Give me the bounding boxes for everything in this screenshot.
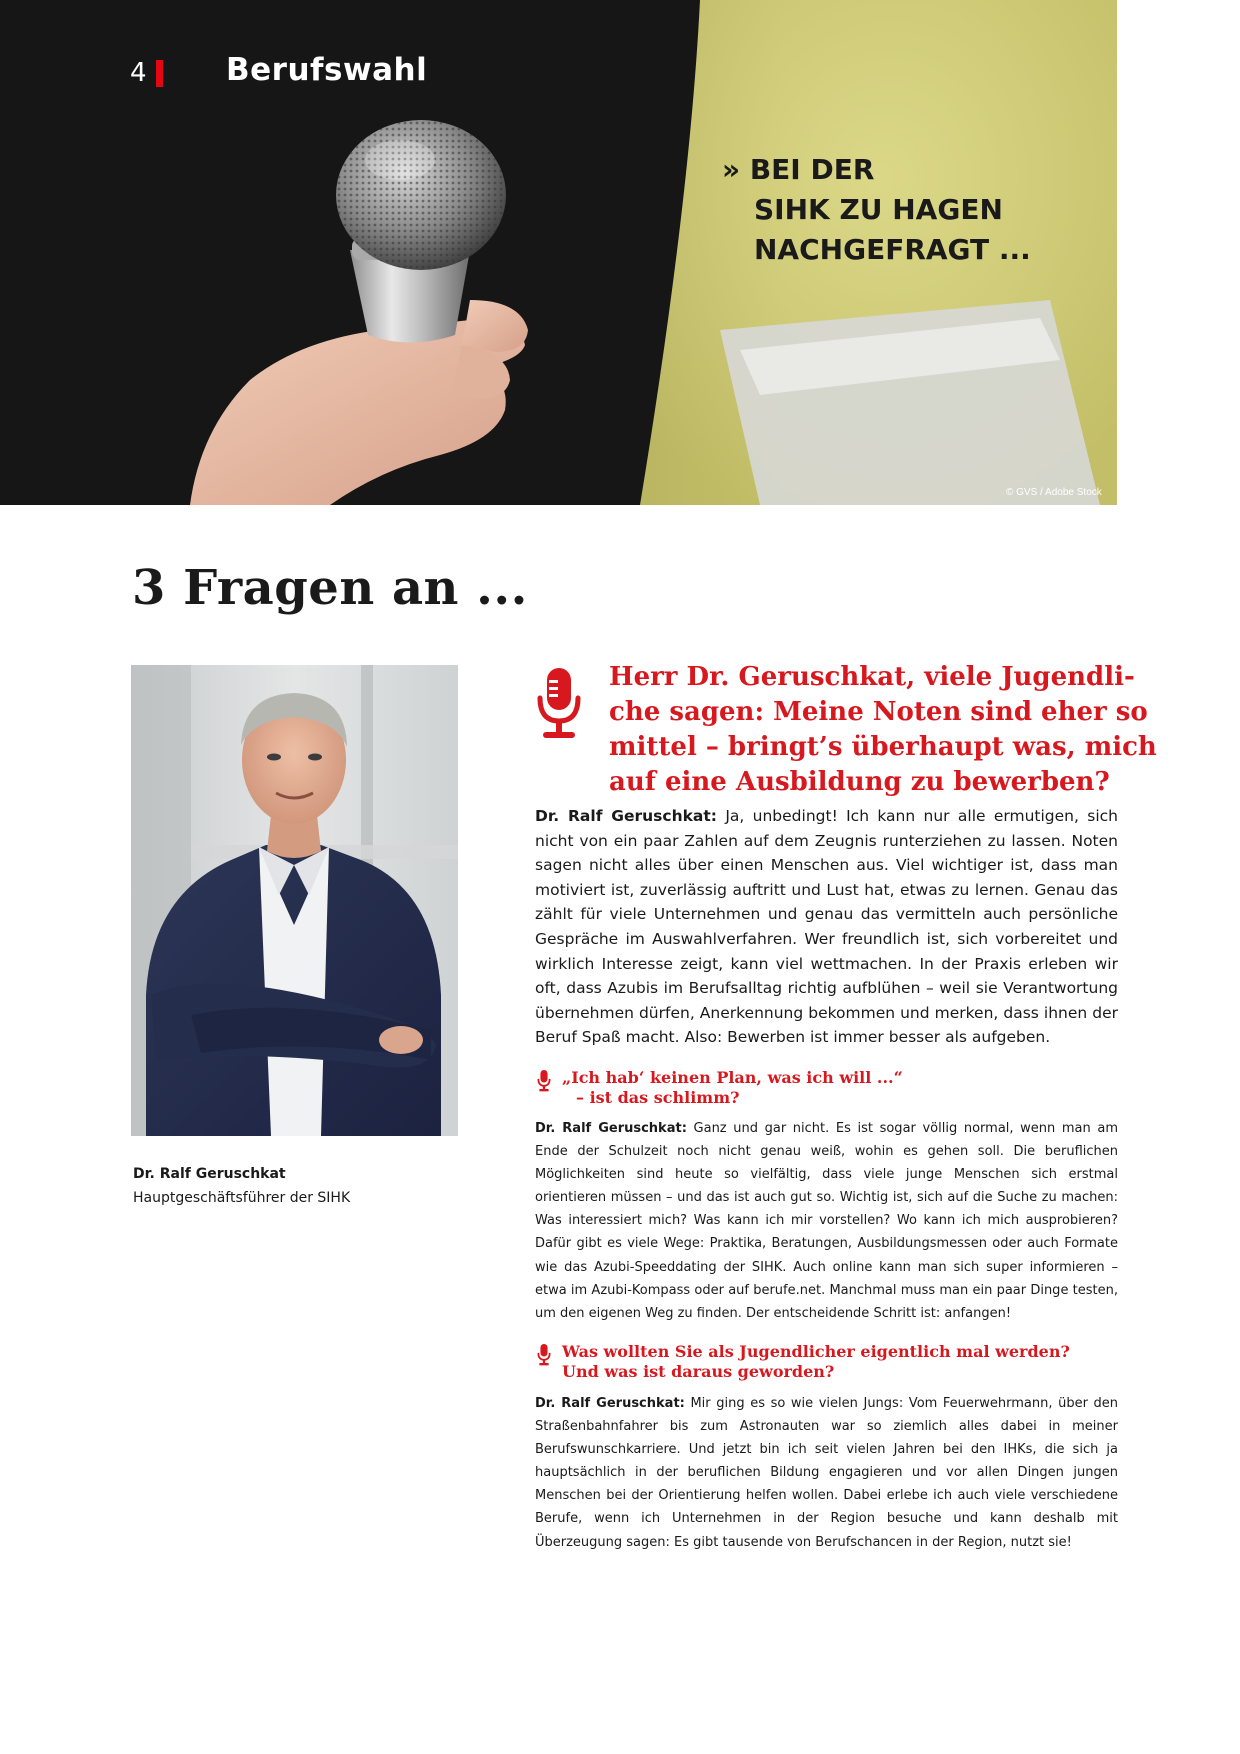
question-line: che sagen: Meine Noten sind eher so	[609, 697, 1148, 727]
question-line: Und was ist daraus geworden?	[562, 1362, 835, 1381]
answer-speaker: Dr. Ralf Geruschkat:	[535, 1121, 687, 1136]
question-line: „Ich hab‘ keinen Plan, was ich will ...“	[562, 1068, 903, 1087]
answer-text: Ja, unbedingt! Ich kann nur alle ermutigen, sich nicht von ein paar Zahlen auf dem Zeugnis runterziehen zu lassen. Noten sagen nicht alles über einen Menschen aus. Viel wichtiger ist, dass man motiviert ist, zuverlässig auftritt und Lust hat, etwas zu lernen. Genau das zählt für viele Unternehmen und genau das vermitteln auch persönliche Gespräche im Auswahlverfahren. Wer freundlich ist, sich vorbereitet und wirklich Interesse zeigt, kann viel wettmachen. In der Praxis erleben wir oft, dass Azubis im Berufsalltag richtig aufblühen – weil sie Verantwortung übernehmen dürfen, Anerkennung bekommen und merken, dass ihnen der Beruf Spaß macht. Also: Bewerben ist immer besser als aufgeben.	[535, 807, 1118, 1047]
portrait-role: Hauptgeschäftsführer der SIHK	[133, 1190, 351, 1206]
answer-2	[535, 1117, 1118, 1325]
portrait-name: Dr. Ralf Geruschkat	[133, 1166, 286, 1182]
answer-speaker: Dr. Ralf Geruschkat:	[535, 1396, 685, 1411]
microphone-icon	[536, 668, 582, 742]
section-title: Berufswahl	[226, 52, 428, 88]
page-marker	[156, 60, 163, 87]
question-line: Was wollten Sie als Jugendlicher eigentlich mal werden?	[562, 1342, 1070, 1361]
answer-speaker: Dr. Ralf Geruschkat:	[535, 807, 717, 825]
page-title: 3 Fragen an ...	[132, 560, 528, 616]
answer-text: Mir ging es so wie vielen Jungs: Vom Feuerwehrmann, über den Straßenbahnfahrer bis zum Astronauten war so ziemlich alles dabei in meiner Berufswunschkarriere. Und jetzt bin ich seit vielen Jahren bei den IHKs, die sich ja hauptsächlich in der beruflichen Bildung engagieren und vor allen Dingen jungen Menschen bei der Orientierung helfen wollen. Dabei erlebe ich auch viele verschiedene Berufe, wenn ich Unternehmen in der Region besuche und kann deshalb mit Überzeugung sagen: Es gibt tausende von Berufschancen in der Region, nutzt sie!	[535, 1396, 1119, 1550]
question-1-heading	[609, 660, 1157, 800]
microphone-icon	[537, 1070, 551, 1092]
portrait-illustration	[131, 665, 458, 1136]
answer-3	[535, 1392, 1118, 1554]
question-2-heading	[562, 1068, 903, 1108]
question-line: mittel – bringt’s überhaupt was, mich	[609, 732, 1157, 762]
photo-credit: © GVS / Adobe Stock	[1006, 487, 1102, 498]
microphone-icon	[537, 1344, 551, 1366]
hero-quote-line: » BEI DER	[722, 153, 875, 186]
hero-photo	[0, 0, 1117, 505]
question-line: auf eine Ausbildung zu bewerben?	[609, 767, 1110, 797]
answer-text: Ganz und gar nicht. Es ist sogar völlig normal, wenn man am Ende der Schulzeit noch nicht genau weiß, wohin es gehen soll. Die beruflichen Möglichkeiten sind heute so vielfältig, dass viele junge Menschen sich erstmal orientieren müssen – und das ist auch gut so. Wichtig ist, sich auf die Suche zu machen: Was interessiert mich? Was kann ich mir vorstellen? Wo kann ich mich ausprobieren? Dafür gibt es viele Wege: Praktika, Beratungen, Ausbildungsmessen oder auch Formate wie das Azubi-Speeddating der SIHK. Auch online kann man sich super informieren – etwa im Azubi-Kompass oder auf berufe.net. Manchmal muss man ein paar Dinge testen, um den eigenen Weg zu finden. Der entscheidende Schritt ist: anfangen!	[535, 1121, 1118, 1321]
answer-1	[535, 804, 1118, 1050]
hero-quote-line: NACHGEFRAGT ...	[754, 233, 1031, 266]
question-line: Herr Dr. Geruschkat, viele Jugendli-	[609, 662, 1135, 692]
question-3-heading	[562, 1342, 1070, 1382]
hero-quote	[722, 150, 1031, 270]
hero-quote-line: SIHK ZU HAGEN	[754, 193, 1003, 226]
page-number: 4	[130, 58, 147, 88]
portrait-photo	[131, 665, 458, 1136]
question-line: – ist das schlimm?	[576, 1088, 740, 1107]
